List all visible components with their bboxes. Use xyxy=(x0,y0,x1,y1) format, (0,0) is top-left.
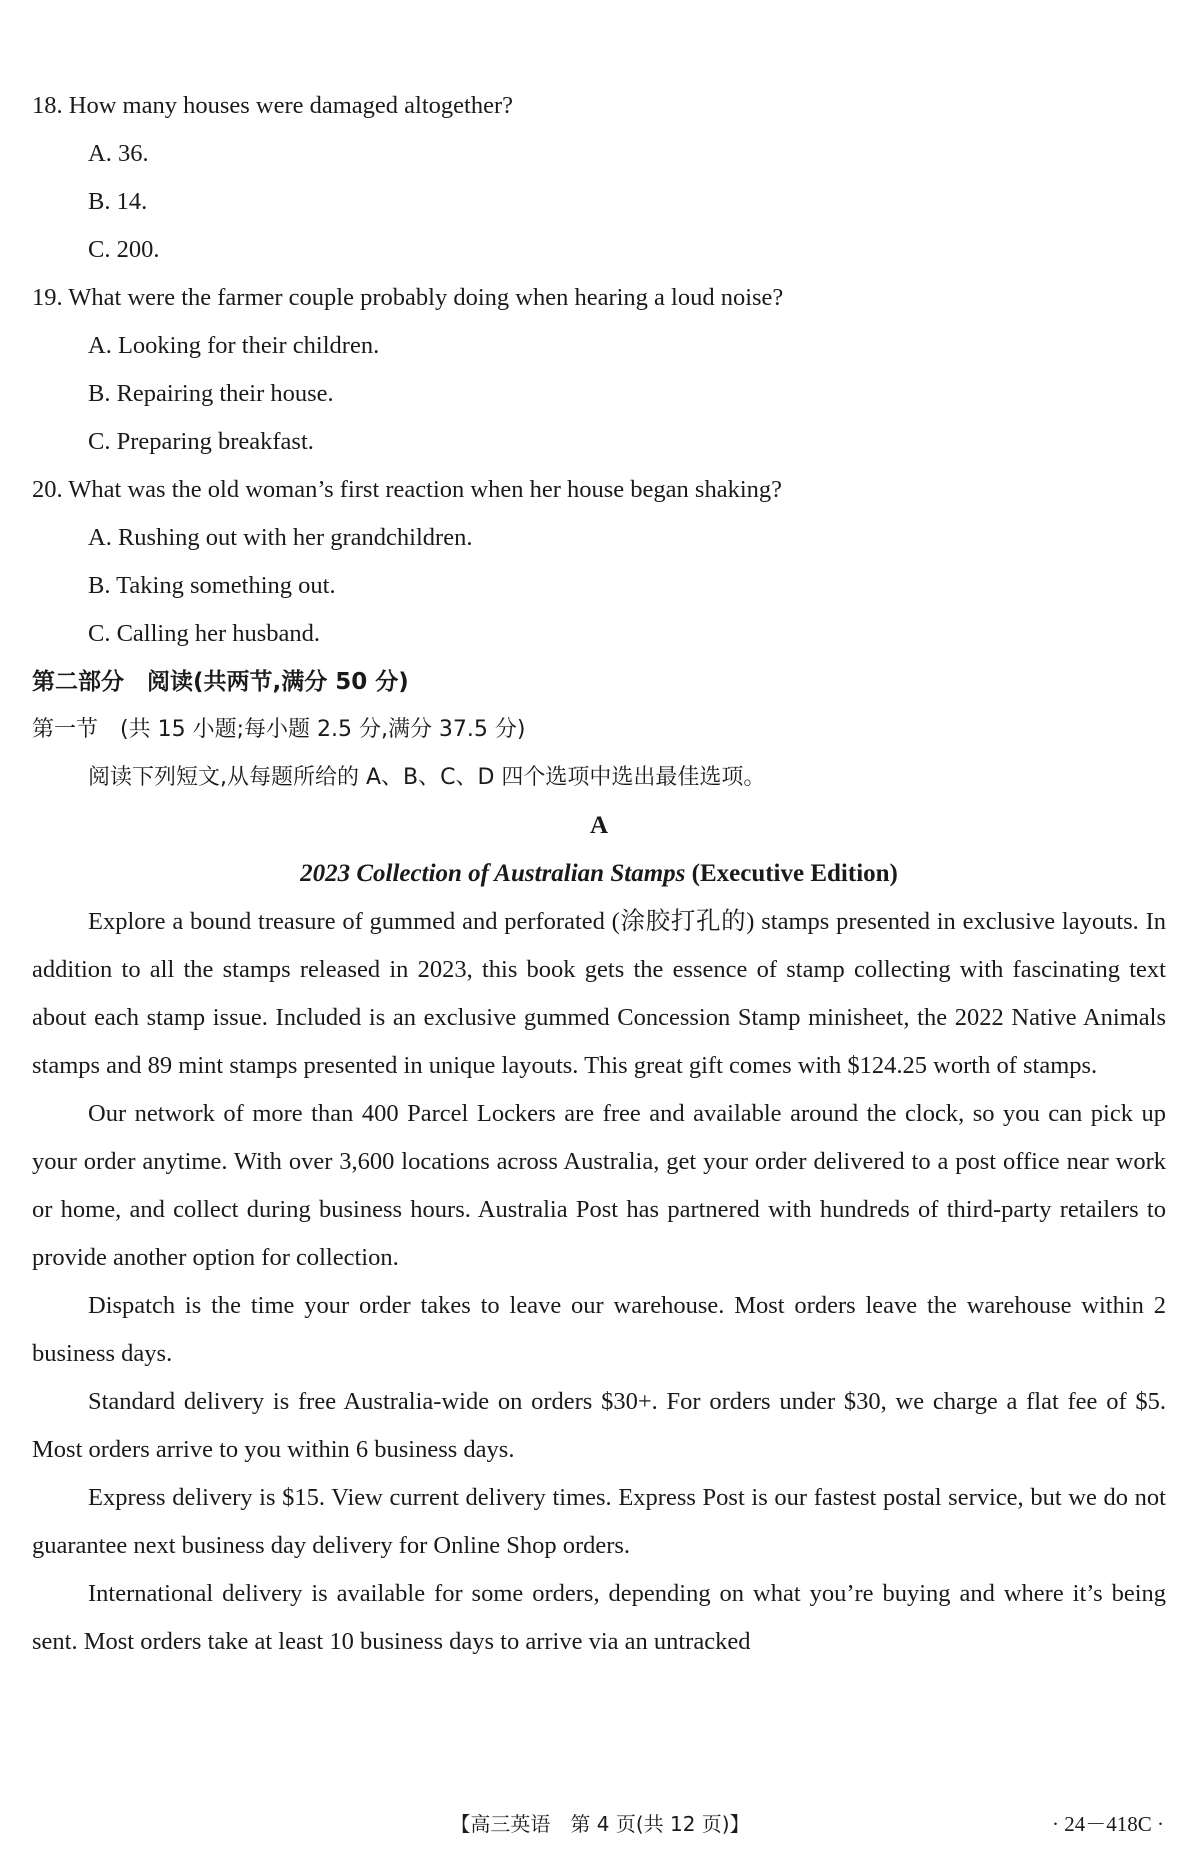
option-c: C. 200. xyxy=(88,236,160,263)
passage-title xyxy=(32,850,1166,898)
option-a: A. 36. xyxy=(88,140,149,167)
question-stem: 20. What was the old woman’s first reaction when her house began shaking? xyxy=(32,476,783,503)
passage-title-sub: (Executive Edition) xyxy=(685,860,898,887)
option-a: A. Rushing out with her grandchildren. xyxy=(88,524,473,551)
question-stem: 18. How many houses were damaged altogether? xyxy=(32,92,513,119)
section-heading: 第一节 (共 15 小题;每小题 2.5 分,满分 37.5 分) xyxy=(32,717,526,742)
part-heading: 第二部分 阅读(共两节,满分 50 分) xyxy=(32,669,409,695)
option-b: B. Repairing their house. xyxy=(88,380,334,407)
option-a: A. Looking for their children. xyxy=(88,332,380,359)
passage-title-main: 2023 Collection of Australian Stamps xyxy=(300,860,686,887)
passage-paragraph: Express delivery is $15. View current delivery times. Express Post is our fastest postal service, but we do not guarantee next business day delivery for Online Shop orders. xyxy=(32,1484,1166,1559)
passage-paragraph: Standard delivery is free Australia-wide on orders $30+. For orders under $30, we charge a flat fee of $5. Most orders arrive to you within 6 business days. xyxy=(32,1388,1166,1463)
passage-paragraph: Dispatch is the time your order takes to leave our warehouse. Most orders leave the warehouse within 2 business days. xyxy=(32,1292,1166,1367)
option-c: C. Calling her husband. xyxy=(88,620,321,647)
option-b: B. Taking something out. xyxy=(88,572,336,599)
paper-code: · 24－418C · xyxy=(1052,1812,1164,1836)
question-19 xyxy=(32,274,1166,466)
passage-paragraph: Our network of more than 400 Parcel Lockers are free and available around the clock, so you can pick up your order anytime. With over 3,600 locations across Australia, get your order delivered to a post office near work or home, and collect during business hours. Australia Post has partnered with hundreds of third-party retailers to provide another option for collection. xyxy=(32,1100,1166,1271)
passage-paragraph: International delivery is available for some orders, depending on what you’re buying and where it’s being sent. Most orders take at least 10 business days to arrive via an untracked xyxy=(32,1580,1166,1655)
passage-paragraph: Explore a bound treasure of gummed and perforated (涂胶打孔的) stamps presented in exclusive layouts. In addition to all the stamps released in 2023, this book gets the essence of stamp collecting with fascinating text about each stamp issue. Included is an exclusive gummed Concession Stamp minisheet, the 2022 Native Animals stamps and 89 mint stamps presented in unique layouts. This great gift comes with $124.25 worth of stamps. xyxy=(32,908,1166,1079)
passage-letter: A xyxy=(589,812,609,839)
question-18 xyxy=(32,82,1166,274)
page-footer xyxy=(0,1808,1200,1844)
exam-page xyxy=(32,82,1166,1666)
instruction-text: 阅读下列短文,从每题所给的 A、B、C、D 四个选项中选出最佳选项。 xyxy=(88,765,766,790)
question-stem: 19. What were the farmer couple probably doing when hearing a loud noise? xyxy=(32,284,784,311)
option-c: C. Preparing breakfast. xyxy=(88,428,314,455)
page-number: 【高三英语 第 4 页(共 12 页)】 xyxy=(450,1812,750,1836)
question-20 xyxy=(32,466,1166,658)
option-b: B. 14. xyxy=(88,188,148,215)
